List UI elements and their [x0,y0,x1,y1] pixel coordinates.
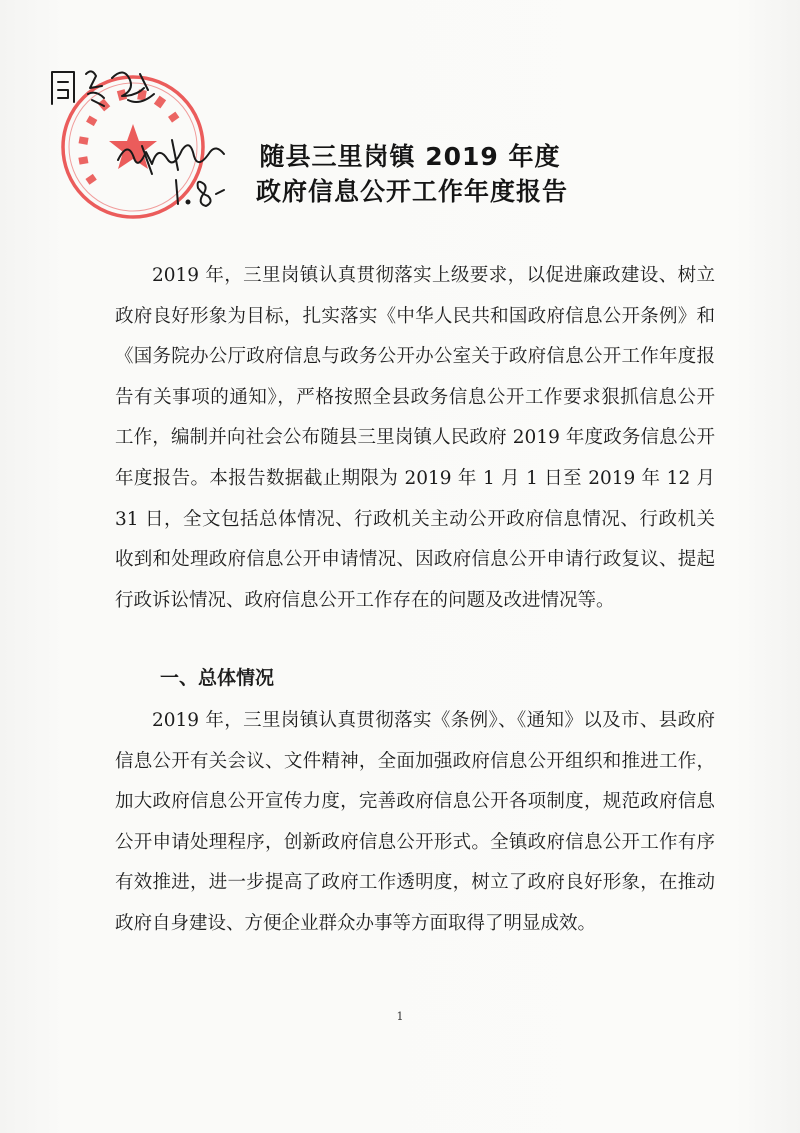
intro-paragraph: 2019 年，三里岗镇认真贯彻落实上级要求，以促进廉政建设、树立政府良好形象为目标，扎实落实《中华人民共和国政府信息公开条例》和《国务院办公厅政府信息与政务公开办公室关于政府信息公开工作年度报告有关事项的通知》，严格按照全县政务信息公开工作要求狠抓信息公开工作，编制并向社会公布随县三里岗镇人民政府 2019 年度政务信息公开年度报告。本报告数据截止期限为 2019 年 1 月 1 日至 2019 年 12 月 31 日，全文包括总体情况、行政机关主动公开政府信息情况、行政机关收到和处理政府信息公开申请情况、因政府信息公开申请行政复议、提起行政诉讼情况、政府信息公开工作存在的问题及改进情况等。 [115,265,715,611]
report-title-line2: 政府信息公开工作年度报告 [255,177,568,206]
section-heading-overview: 一、总体情况 [160,667,275,689]
handwritten-approval [44,60,164,120]
page-number: 1 [396,1010,404,1023]
overview-paragraph: 2019 年，三里岗镇认真贯彻落实《条例》、《通知》以及市、县政府信息公开有关会议、文件精神，全面加强政府信息公开组织和推进工作，加大政府信息公开宣传力度，完善政府信息公开各项制度，规范政府信息公开申请处理程序，创新政府信息公开形式。全镇政府信息公开工作有序有效推进，进一步提高了政府工作透明度，树立了政府良好形象，在推动政府自身建设、方便企业群众办事等方面取得了明显成效。 [115,710,715,934]
report-title-line1: 随县三里岗镇 2019 年度 [259,142,561,171]
